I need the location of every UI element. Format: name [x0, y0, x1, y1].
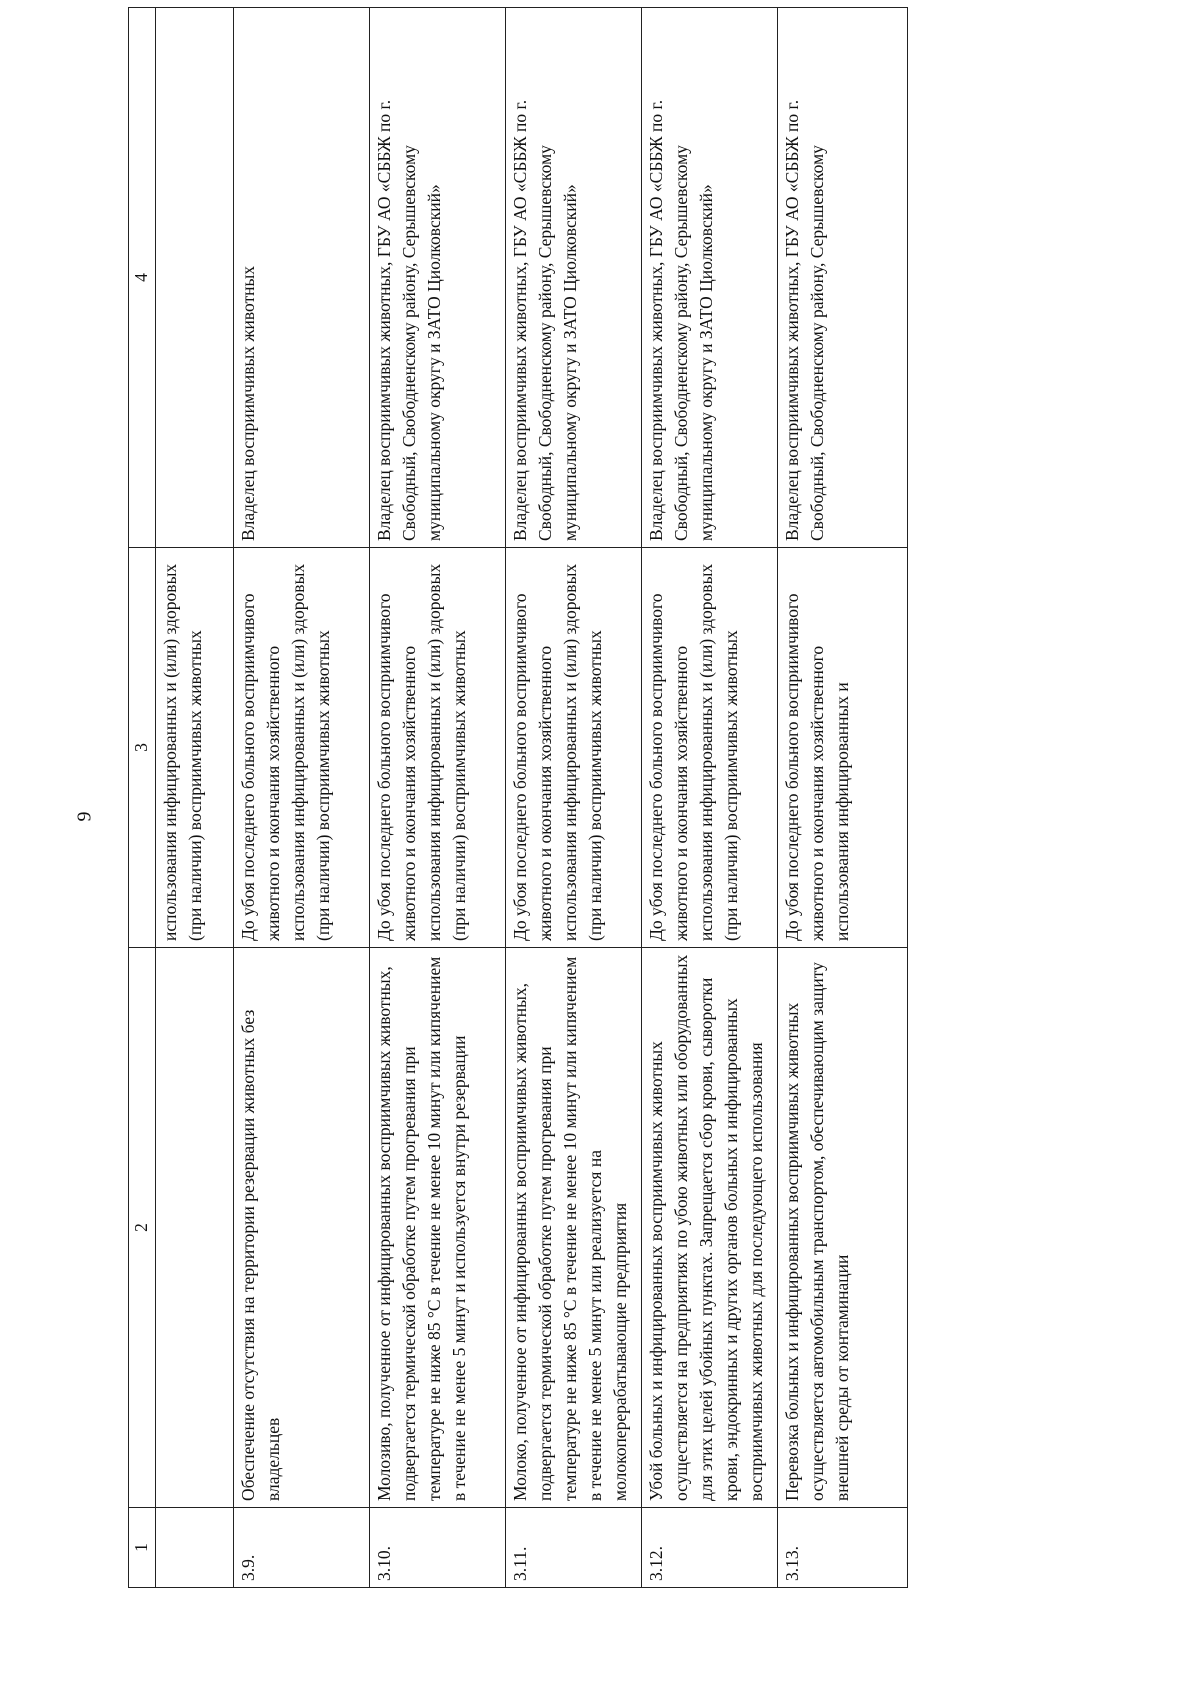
measure-cell: Обеспечение отсутствия на территории резервации животных без владельцев: [234, 948, 370, 1508]
period-cell: До убоя последнего больного восприимчивого животного и окончания хозяйственного использования инфицированных и (или) здоровых (при наличии) восприимчивых животных: [234, 548, 370, 948]
header-col-3: 3: [129, 548, 156, 948]
table-row: [778, 8, 908, 1588]
table-row: [642, 8, 778, 1588]
table-row: [234, 8, 370, 1588]
responsible-cell: [156, 8, 234, 548]
measure-cell: Молоко, полученное от инфицированных восприимчивых животных, подвергается термической обработке путем прогревания при температуре не ниже 85 °С в течение не менее 10 минут или кипячением в течение не менее 5 минут или реализуется на молокоперерабатывающие предприятия: [506, 948, 642, 1508]
period-cell: использования инфицированных и (или) здоровых (при наличии) восприимчивых животных: [156, 548, 234, 948]
period-cell: До убоя последнего больного восприимчивого животного и окончания хозяйственного использования инфицированных и (или) здоровых (при наличии) восприимчивых животных: [506, 548, 642, 948]
measures-table: [128, 7, 908, 1588]
header-col-1: 1: [129, 1508, 156, 1588]
responsible-cell: Владелец восприимчивых животных, ГБУ АО «СББЖ по г. Свободный, Свободненскому району, Серышевскому муниципальному округу и ЗАТО Циолковский»: [370, 8, 506, 548]
measure-cell: Перевозка больных и инфицированных восприимчивых животных осуществляется автомобильным транспортом, обеспечивающим защиту внешней среды от контаминации: [778, 948, 908, 1508]
period-cell: До убоя последнего больного восприимчивого животного и окончания хозяйственного использования инфицированных и (или) здоровых (при наличии) восприимчивых животных: [642, 548, 778, 948]
responsible-cell: Владелец восприимчивых животных, ГБУ АО «СББЖ по г. Свободный, Свободненскому району, Серышевскому муниципальному округу и ЗАТО Циолковский»: [506, 8, 642, 548]
period-cell: До убоя последнего больного восприимчивого животного и окончания хозяйственного использования инфицированных и (или) здоровых (при наличии) восприимчивых животных: [370, 548, 506, 948]
responsible-cell: Владелец восприимчивых животных, ГБУ АО «СББЖ по г. Свободный, Свободненскому району, Серышевскому муниципальному округу и ЗАТО Циолковский»: [642, 8, 778, 548]
row-number: 3.9.: [234, 1508, 370, 1588]
table-row: [370, 8, 506, 1588]
row-number: 3.11.: [506, 1508, 642, 1588]
measure-cell: Убой больных и инфицированных восприимчивых животных осуществляется на предприятиях по убою животных или оборудованных для этих целей убойных пунктах. Запрещается сбор крови, сыворотки крови, эндокринных и других органов больных и инфицированных восприимчивых животных для последующего использования: [642, 948, 778, 1508]
header-col-4: 4: [129, 8, 156, 548]
row-number: 3.13.: [778, 1508, 908, 1588]
table-row: [506, 8, 642, 1588]
responsible-cell: Владелец восприимчивых животных, ГБУ АО «СББЖ по г. Свободный, Свободненскому району, Серышевскому: [778, 8, 908, 548]
header-col-2: 2: [129, 948, 156, 1508]
measure-cell: Молозиво, полученное от инфицированных восприимчивых животных, подвергается термической обработке путем прогревания при температуре не ниже 85 °С в течение не менее 10 минут или кипячением в течение не менее 5 минут и используется внутри резервации: [370, 948, 506, 1508]
row-number: 3.10.: [370, 1508, 506, 1588]
measure-cell: [156, 948, 234, 1508]
rotated-table-container: [128, 8, 1003, 1588]
table-header-row: [129, 8, 156, 1588]
row-number: 3.12.: [642, 1508, 778, 1588]
page-number: 9: [73, 811, 96, 822]
row-number: [156, 1508, 234, 1588]
responsible-cell: Владелец восприимчивых животных: [234, 8, 370, 548]
period-cell: До убоя последнего больного восприимчивого животного и окончания хозяйственного использования инфицированных и: [778, 548, 908, 948]
table-row: [156, 8, 234, 1588]
